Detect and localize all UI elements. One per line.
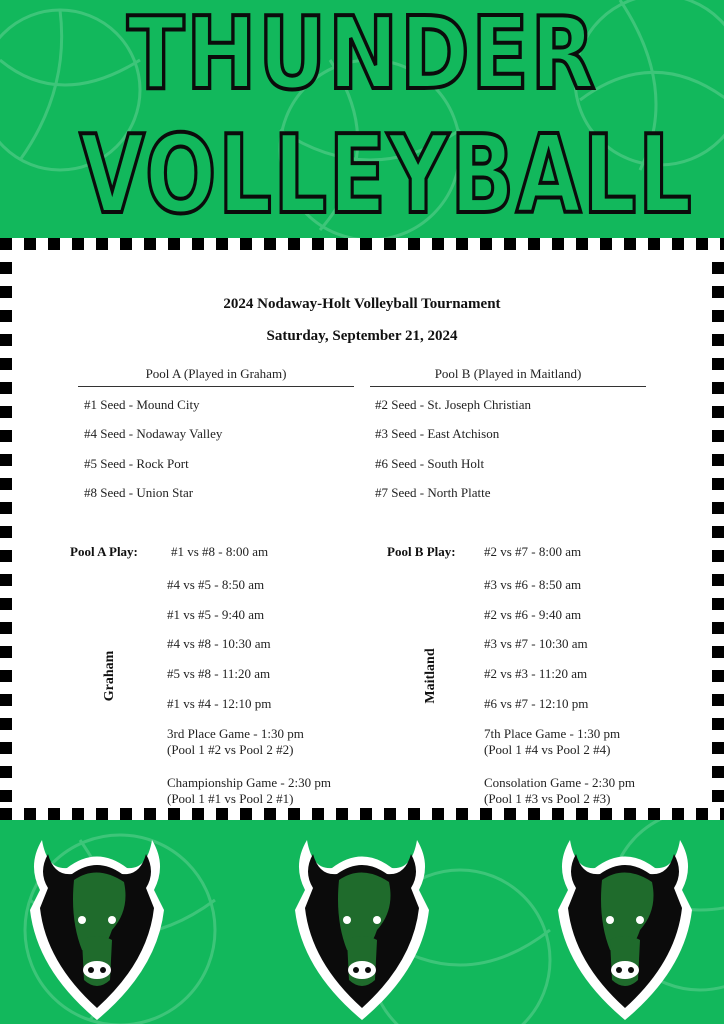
pool-b-heading: Pool B (Played in Maitland) bbox=[434, 366, 582, 381]
pool-b-play-label: Pool B Play: bbox=[387, 544, 456, 559]
pool-b-divider bbox=[370, 386, 646, 387]
title-thunder: THUNDER bbox=[127, 0, 597, 112]
pool-a-play-label: Pool A Play: bbox=[70, 544, 138, 559]
pool-b-final-matchup: (Pool 1 #3 vs Pool 2 #3) bbox=[484, 791, 611, 806]
pool-b-game: #6 vs #7 - 12:10 pm bbox=[484, 696, 589, 711]
pool-a-game: #5 vs #8 - 11:20 am bbox=[167, 666, 271, 681]
pool-a-placement-matchup: (Pool 1 #2 vs Pool 2 #2) bbox=[167, 742, 294, 757]
tournament-flyer bbox=[12, 250, 712, 808]
title-volleyball: VOLLEYBALL bbox=[79, 113, 694, 238]
pool-b-seed: #2 Seed - St. Joseph Christian bbox=[375, 397, 531, 412]
pool-b-seed: #6 Seed - South Holt bbox=[375, 456, 485, 471]
pool-b-game: #3 vs #7 - 10:30 am bbox=[484, 636, 588, 651]
pool-a-game: #1 vs #8 - 8:00 am bbox=[171, 544, 269, 559]
flyer-date: Saturday, September 21, 2024 bbox=[266, 328, 458, 344]
bison-logo-icon bbox=[277, 820, 447, 1024]
flyer-title: 2024 Nodaway-Holt Volleyball Tournament bbox=[223, 296, 501, 312]
pool-a-seed: #5 Seed - Rock Port bbox=[84, 456, 189, 471]
pool-b-location: Maitland bbox=[423, 648, 438, 704]
pool-a-heading: Pool A (Played in Graham) bbox=[145, 366, 287, 381]
pool-a-placement-game: 3rd Place Game - 1:30 pm bbox=[167, 726, 304, 741]
pool-a-game: #4 vs #8 - 10:30 am bbox=[167, 636, 271, 651]
pool-b-placement-matchup: (Pool 1 #4 vs Pool 2 #4) bbox=[484, 742, 611, 757]
pool-a-seed: #4 Seed - Nodaway Valley bbox=[84, 426, 223, 441]
pool-a-game: #1 vs #4 - 12:10 pm bbox=[167, 696, 272, 711]
pool-a-final-matchup: (Pool 1 #1 vs Pool 2 #1) bbox=[167, 791, 294, 806]
pool-a-seed: #8 Seed - Union Star bbox=[84, 485, 194, 500]
pool-b-game: #3 vs #6 - 8:50 am bbox=[484, 577, 582, 592]
pool-a-divider bbox=[78, 386, 354, 387]
pool-b-game: #2 vs #7 - 8:00 am bbox=[484, 544, 582, 559]
pool-b-seed: #7 Seed - North Platte bbox=[375, 485, 491, 500]
pool-b-seed: #3 Seed - East Atchison bbox=[375, 426, 500, 441]
pool-b-final-game: Consolation Game - 2:30 pm bbox=[484, 775, 635, 790]
bison-logo-icon bbox=[540, 820, 710, 1024]
pool-a-game: #4 vs #5 - 8:50 am bbox=[167, 577, 265, 592]
pool-b-game: #2 vs #3 - 11:20 am bbox=[484, 666, 588, 681]
bison-logo-icon bbox=[12, 820, 182, 1024]
pool-a-game: #1 vs #5 - 9:40 am bbox=[167, 607, 265, 622]
pool-b-placement-game: 7th Place Game - 1:30 pm bbox=[484, 726, 621, 741]
pool-a-seed: #1 Seed - Mound City bbox=[84, 397, 200, 412]
pool-a-location: Graham bbox=[102, 650, 117, 702]
pool-a-final-game: Championship Game - 2:30 pm bbox=[167, 775, 331, 790]
pool-b-game: #2 vs #6 - 9:40 am bbox=[484, 607, 582, 622]
